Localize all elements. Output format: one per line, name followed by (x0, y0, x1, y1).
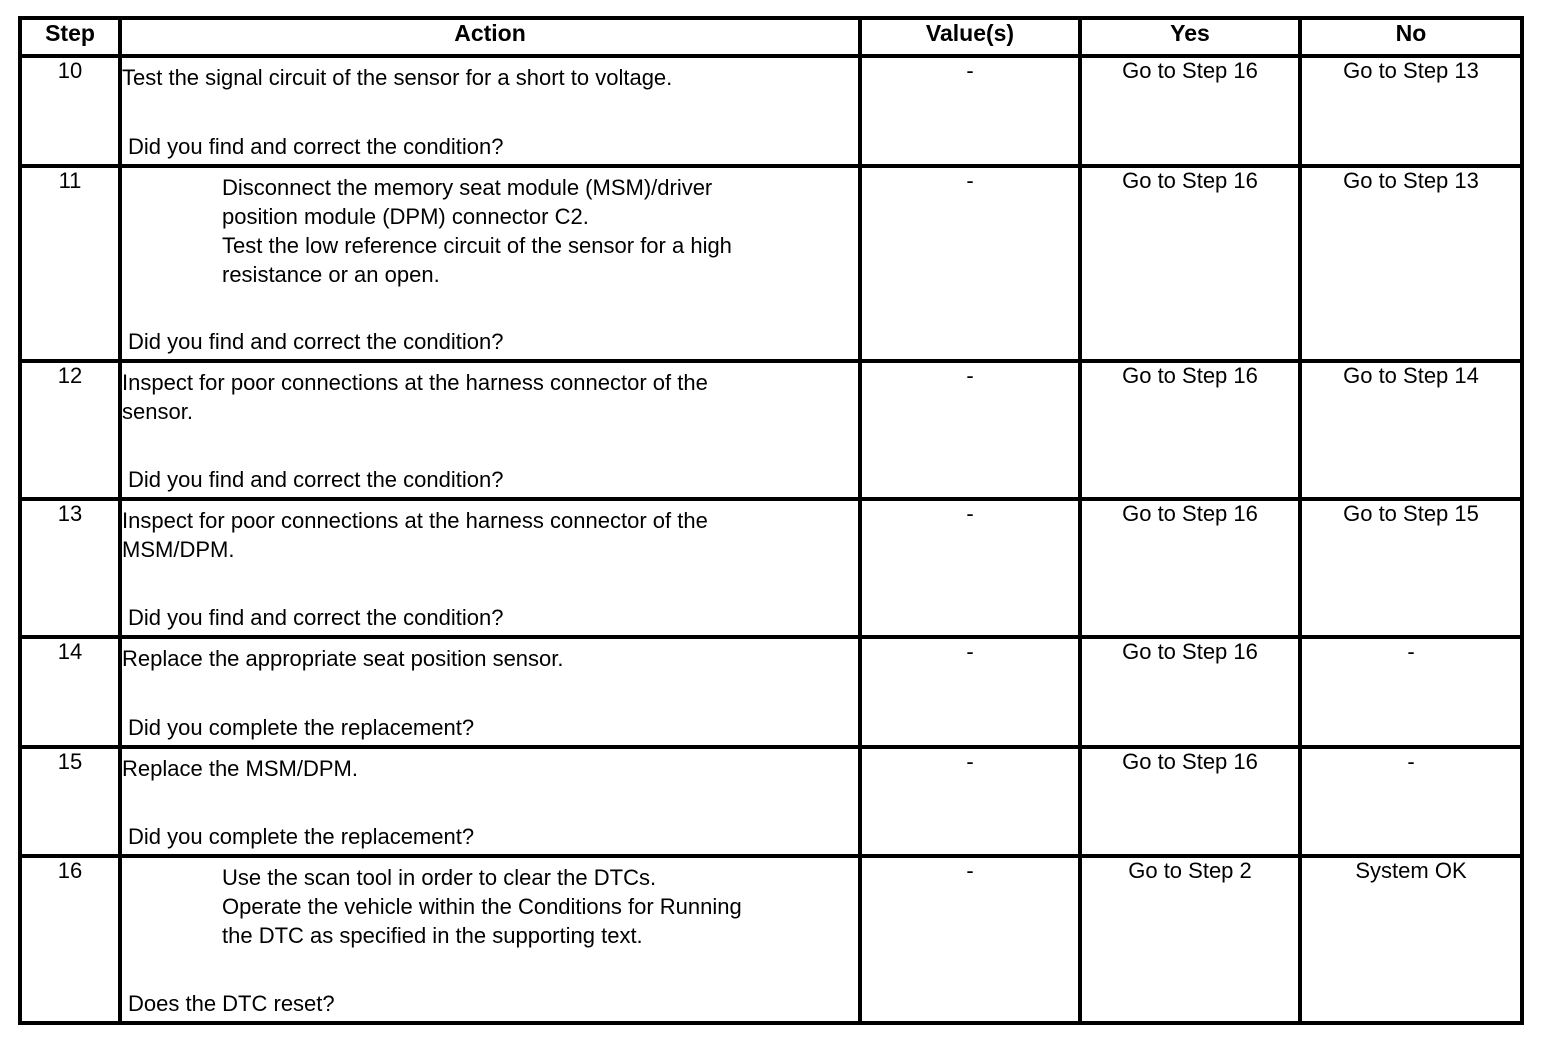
action-question: Did you find and correct the condition? (128, 329, 504, 354)
table-row (20, 361, 1522, 499)
table-row (20, 499, 1522, 637)
step-number: 13 (20, 499, 120, 637)
action-line: Use the scan tool in order to clear the DTCs. (222, 865, 657, 890)
value-cell: - (860, 637, 1080, 747)
step-number: 10 (20, 56, 120, 166)
value-cell: - (860, 56, 1080, 166)
action-line: Disconnect the memory seat module (MSM)/driver (222, 175, 713, 200)
action-question: Does the DTC reset? (128, 991, 335, 1016)
action-line: Inspect for poor connections at the harness connector of the (122, 370, 708, 395)
action-line: sensor. (122, 399, 193, 424)
no-cell: Go to Step 13 (1300, 166, 1522, 361)
table-row (20, 747, 1522, 856)
value-cell: - (860, 856, 1080, 1023)
step-number: 11 (20, 166, 120, 361)
table-row (20, 637, 1522, 747)
header-step: Step (20, 18, 120, 56)
action-cell (120, 747, 860, 856)
action-question: Did you find and correct the condition? (128, 605, 504, 630)
step-number: 15 (20, 747, 120, 856)
action-line: position module (DPM) connector C2. (222, 204, 589, 229)
header-row (20, 18, 1522, 56)
action-cell (120, 361, 860, 499)
yes-cell: Go to Step 2 (1080, 856, 1300, 1023)
action-question: Did you find and correct the condition? (128, 134, 504, 159)
value-cell: - (860, 166, 1080, 361)
no-cell: System OK (1300, 856, 1522, 1023)
action-line: MSM/DPM. (122, 537, 235, 562)
action-cell (120, 166, 860, 361)
yes-cell: Go to Step 16 (1080, 499, 1300, 637)
header-values: Value(s) (860, 18, 1080, 56)
header-no: No (1300, 18, 1522, 56)
action-cell (120, 56, 860, 166)
action-line: Test the signal circuit of the sensor for a short to voltage. (122, 65, 673, 90)
action-cell (120, 499, 860, 637)
step-number: 16 (20, 856, 120, 1023)
no-cell: - (1300, 747, 1522, 856)
step-number: 12 (20, 361, 120, 499)
action-line: Replace the appropriate seat position sensor. (122, 646, 564, 671)
no-cell: - (1300, 637, 1522, 747)
header-yes: Yes (1080, 18, 1300, 56)
action-cell (120, 856, 860, 1023)
action-line: Inspect for poor connections at the harness connector of the (122, 508, 708, 533)
no-cell: Go to Step 15 (1300, 499, 1522, 637)
yes-cell: Go to Step 16 (1080, 56, 1300, 166)
action-cell (120, 637, 860, 747)
action-line: Operate the vehicle within the Conditions for Running (222, 894, 742, 919)
step-number: 14 (20, 637, 120, 747)
value-cell: - (860, 361, 1080, 499)
action-line: Test the low reference circuit of the sensor for a high (222, 233, 732, 258)
action-question: Did you complete the replacement? (128, 824, 475, 849)
value-cell: - (860, 499, 1080, 637)
no-cell: Go to Step 13 (1300, 56, 1522, 166)
table-row (20, 166, 1522, 361)
yes-cell: Go to Step 16 (1080, 747, 1300, 856)
table-row (20, 856, 1522, 1023)
table-row (20, 56, 1522, 166)
header-action: Action (120, 18, 860, 56)
yes-cell: Go to Step 16 (1080, 361, 1300, 499)
action-line: Replace the MSM/DPM. (122, 756, 358, 781)
yes-cell: Go to Step 16 (1080, 166, 1300, 361)
diagnostic-table (18, 16, 1524, 1025)
action-question: Did you find and correct the condition? (128, 467, 504, 492)
value-cell: - (860, 747, 1080, 856)
action-line: the DTC as specified in the supporting text. (222, 923, 643, 948)
action-question: Did you complete the replacement? (128, 715, 475, 740)
no-cell: Go to Step 14 (1300, 361, 1522, 499)
yes-cell: Go to Step 16 (1080, 637, 1300, 747)
action-line: resistance or an open. (222, 262, 440, 287)
